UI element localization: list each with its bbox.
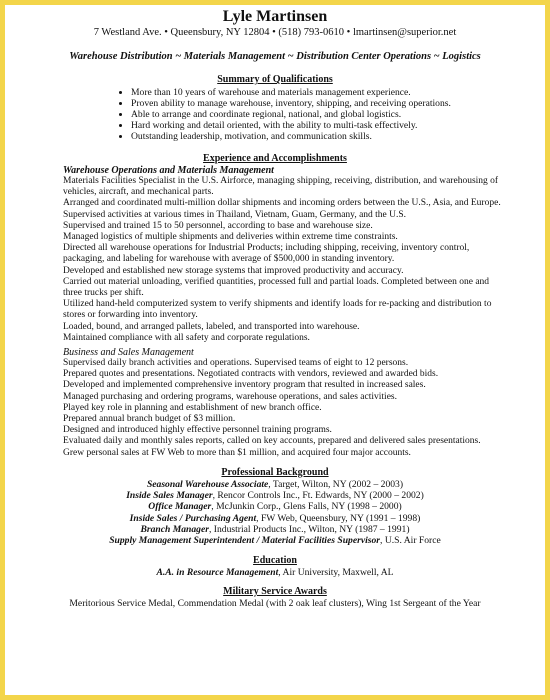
summary-heading: Summary of Qualifications [217,74,333,85]
experience-line: Materials Facilities Specialist in the U.S. Airforce, managing shipping, receiving, distribution, and warehousing of vehicles, aircraft, and mechanical parts. [63,176,499,198]
sales-line: Grew personal sales at FW Web to more than $1 million, and acquired four major accounts. [63,447,411,458]
warehouse-subheading: Warehouse Operations and Materials Management [63,165,274,176]
job-title: Seasonal Warehouse Associate [146,478,269,490]
summary-item: • Able to arrange and coordinate regional, national, and global logistics. [131,109,545,120]
job-detail: , FW Web, Queensbury, NY (1991 – 1998) [256,512,421,524]
experience-line: Developed and established new storage systems that improved productivity and accuracy. [63,265,404,276]
experience-line: Maintained compliance with all safety and corporate regulations. [63,332,310,343]
awards-text: Meritorious Service Medal, Commendation Medal (with 2 oak leaf clusters), Wing 1st Sergeant of the Year [69,597,481,609]
sales-line: Played key role in planning and establishment of new branch office. [63,402,322,413]
experience-line: Directed all warehouse operations for Industrial Products; including shipping, receiving, inventory control, packaging, and labeling for warehouse with average of $500,000 in standing inventory. [63,243,470,265]
career-focus: Warehouse Distribution ~ Materials Management ~ Distribution Center Operations ~ Logistics [69,51,481,62]
job-detail: , U.S. Air Force [380,535,441,547]
job-entry [5,490,545,501]
experience-heading: Experience and Accomplishments [203,153,347,164]
job-detail: , Rencor Controls Inc., Ft. Edwards, NY (2000 – 2002) [212,490,424,502]
experience-line: Arranged and coordinated multi-million dollar shipments and incoming orders between the U.S., Asia, and Europe. Supervised activities at various times in Thailand, Vietnam, Guam, Germany, and the U.S. [63,198,501,220]
job-entry [5,501,545,512]
summary-list [5,87,545,142]
education-entry [5,567,545,578]
job-entry [5,513,545,524]
sales-subheading: Business and Sales Management [63,347,194,359]
job-title: Branch Manager [140,524,209,536]
summary-item: • More than 10 years of warehouse and materials management experience. [131,87,545,98]
resume-page [5,5,545,695]
education-heading: Education [253,554,297,566]
contact-line: 7 Westland Ave. • Queensbury, NY 12804 • (518) 793-0610 • lmartinsen@superior.net [93,27,457,38]
experience-line: Loaded, bound, and arranged pallets, labeled, and transported into warehouse. [63,321,360,332]
sales-line: Designed and introduced highly effective personnel training programs. [63,425,332,436]
job-entry [5,479,545,490]
job-detail: , McJunkin Corp., Glens Falls, NY (1998 – 2000) [211,501,402,513]
sales-line: Supervised daily branch activities and operations. Supervised teams of eight to 12 persons. [63,358,409,369]
job-title: Inside Sales / Purchasing Agent [129,512,257,524]
sales-line: Managed purchasing and ordering programs, warehouse operations, and sales activities. [63,391,397,402]
degree: A.A. in Resource Management [156,566,279,578]
summary-item: • Proven ability to manage warehouse, inventory, shipping, and receiving operations. [131,98,545,109]
experience-line: Supervised and trained 15 to 50 personnel, according to base and warehouse size. [63,220,373,231]
summary-item: • Hard working and detail oriented, with the ability to multi-task effectively. [131,120,545,131]
background-heading: Professional Background [221,466,329,478]
experience-line: Carried out material unloading, verified quantities, processed full and partial loads. Completed between one and three trucks per shift. [63,276,490,299]
job-entry [5,524,545,535]
sales-line: Prepared quotes and presentations. Negotiated contracts with vendors, reviewed and awarded bids. [63,369,439,380]
job-detail: , Target, Wilton, NY (2002 – 2003) [268,478,404,490]
sales-line: Prepared annual branch budget of $3 million. [63,414,236,425]
job-detail: , Industrial Products Inc., Wilton, NY (1987 – 1991) [208,524,410,536]
resume-name: Lyle Martinsen [222,8,328,25]
experience-line: Managed logistics of multiple shipments and deliveries within extreme time constraints. [63,232,398,243]
job-title: Inside Sales Manager [126,490,213,502]
job-entry [5,535,545,546]
sales-line: Developed and implemented comprehensive inventory program that resulted in increased sales. [63,380,426,391]
experience-line: Utilized hand-held computerized system to verify shipments and identify loads for re-packing and distribution to stores or forwarding into inventory. [63,299,492,321]
summary-item: • Outstanding leadership, motivation, and communication skills. [131,131,545,142]
job-title: Supply Management Superintendent / Material Facilities Supervisor [109,535,381,547]
sales-line: Evaluated daily and monthly sales reports, called on key accounts, prepared and delivered sales presentations. [63,436,481,447]
education-detail: , Air University, Maxwell, AL [278,566,394,578]
experience-body [5,165,545,459]
awards-heading: Military Service Awards [223,585,327,597]
job-title: Office Manager [148,501,212,513]
